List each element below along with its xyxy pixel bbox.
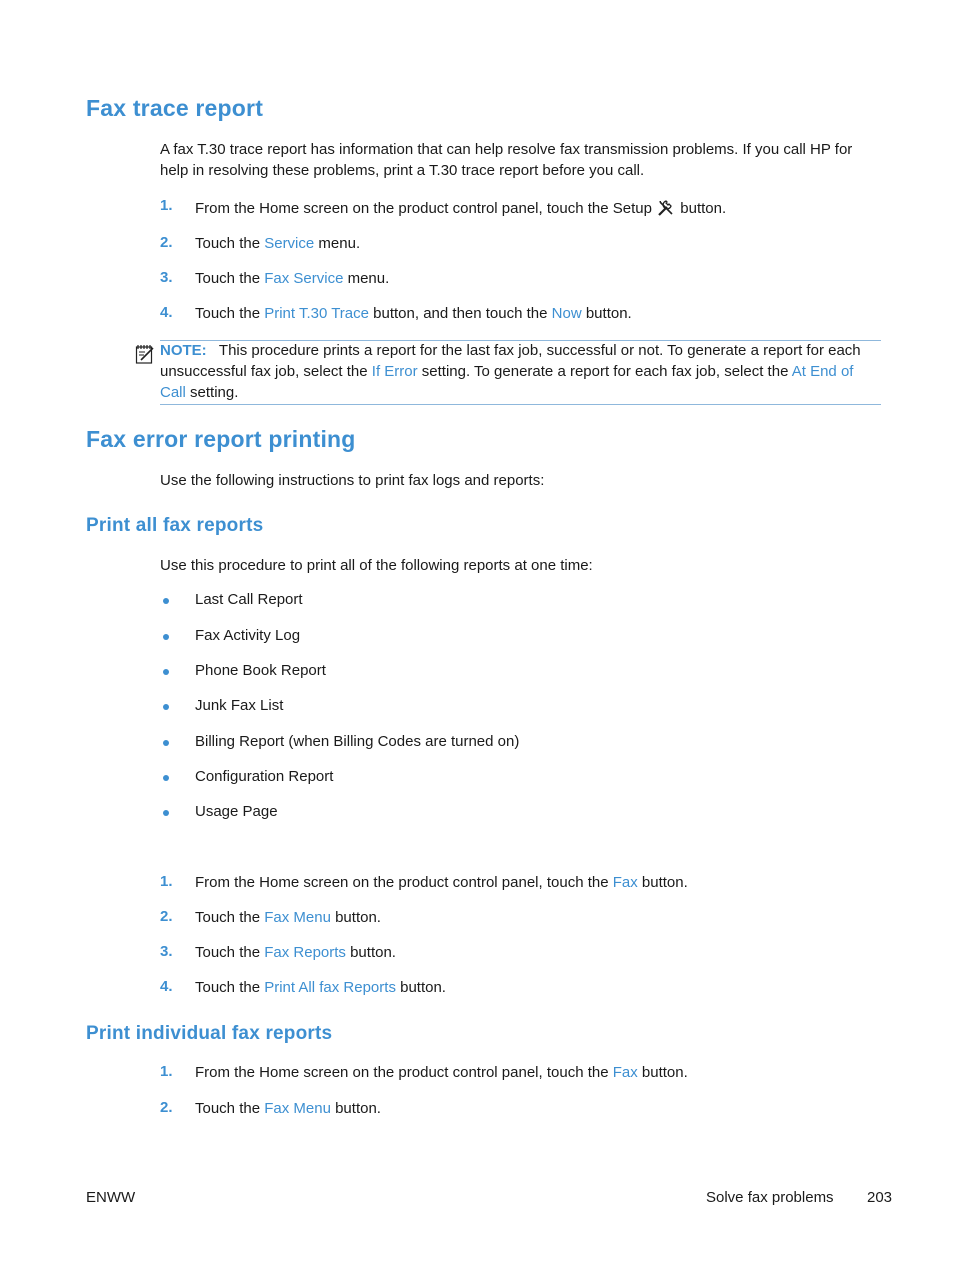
step-pre: Touch the (195, 979, 265, 996)
fax-menu-link[interactable]: Fax Menu (264, 1100, 331, 1117)
heading-print-individual-fax-reports: Print individual fax reports (86, 1023, 333, 1044)
bullet (163, 810, 169, 816)
step-post: button. (637, 874, 688, 891)
step-text (195, 1100, 381, 1117)
step-post: button. (330, 1100, 381, 1117)
fax-error-intro: Use the following instructions to print fax logs and reports: (160, 472, 545, 489)
step-pre: Touch the (195, 909, 265, 926)
step-number: 4. (160, 978, 173, 995)
step-number: 2. (160, 234, 173, 251)
step-text (195, 1064, 688, 1081)
page-number: 203 (867, 1189, 893, 1206)
list-item: Last Call Report (195, 591, 303, 608)
list-item: Configuration Report (195, 768, 334, 785)
service-link[interactable]: Service (264, 235, 315, 252)
step-post: button. (330, 909, 381, 926)
if-error-link[interactable]: If Error (371, 363, 418, 380)
heading-print-all-fax-reports: Print all fax reports (86, 515, 264, 536)
note-text-2: setting. To generate a report for each fax job, select the (417, 363, 792, 380)
list-item: Usage Page (195, 803, 278, 820)
footer-left: ENWW (86, 1189, 136, 1206)
step-post: button. (581, 305, 632, 322)
bullet (163, 598, 169, 604)
step-number: 2. (160, 908, 173, 925)
list-item: Junk Fax List (195, 697, 284, 714)
step-pre: From the Home screen on the product control panel, touch the (195, 874, 613, 891)
step-text (195, 874, 688, 891)
print-t30-trace-link[interactable]: Print T.30 Trace (264, 305, 369, 322)
at-end-of-call-link[interactable]: At End of Call (160, 363, 854, 401)
bullet (163, 704, 169, 710)
step-pre: Touch the (195, 235, 265, 252)
step-number: 1. (160, 1063, 173, 1080)
footer-section-title: Solve fax problems (706, 1189, 834, 1206)
step-post: button. (637, 1064, 688, 1081)
bullet (163, 740, 169, 746)
step-text (195, 270, 389, 287)
step-pre: Touch the (195, 944, 265, 961)
step-pre: Touch the (195, 270, 265, 287)
fax-link[interactable]: Fax (612, 1064, 638, 1081)
print-all-fax-reports-link[interactable]: Print All fax Reports (264, 979, 396, 996)
step-text (195, 235, 360, 252)
step-text (195, 979, 446, 996)
step-number: 1. (160, 197, 173, 214)
step-text (195, 198, 726, 218)
step-text (195, 944, 396, 961)
note-label: NOTE: (160, 342, 207, 359)
step-post: button. (345, 944, 396, 961)
step-post: button. (680, 200, 727, 217)
list-item: Fax Activity Log (195, 627, 301, 644)
step-number: 3. (160, 943, 173, 960)
step-number: 1. (160, 873, 173, 890)
bullet (163, 634, 169, 640)
step-number: 4. (160, 304, 173, 321)
step-post: menu. (314, 235, 361, 252)
fax-link[interactable]: Fax (612, 874, 638, 891)
step-post: button. (395, 979, 446, 996)
step-text (195, 909, 381, 926)
note-pad-icon (135, 343, 155, 365)
setup-wrench-icon (656, 198, 676, 218)
step-pre: From the Home screen on the product control panel, touch the (195, 1064, 613, 1081)
step-number: 3. (160, 269, 173, 286)
heading-fax-trace-report: Fax trace report (86, 95, 264, 121)
now-link[interactable]: Now (551, 305, 582, 322)
fax-trace-intro: A fax T.30 trace report has information that can help resolve fax transmission problems. If you call HP for help in resolving these problems, print a T.30 trace report before you call. (160, 141, 853, 179)
fax-service-link[interactable]: Fax Service (264, 270, 344, 287)
step-pre: Touch the (195, 1100, 265, 1117)
print-all-intro: Use this procedure to print all of the following reports at one time: (160, 557, 593, 574)
heading-fax-error-report-printing: Fax error report printing (86, 426, 356, 452)
list-item: Billing Report (when Billing Codes are turned on) (195, 733, 520, 750)
fax-reports-link[interactable]: Fax Reports (264, 944, 346, 961)
bullet (163, 669, 169, 675)
note-text-1: This procedure prints a report for the last fax job, successful or not. To generate a report for each unsuccessful fax job, select the (160, 342, 861, 380)
note-bottom-rule (160, 404, 881, 405)
step-pre: From the Home screen on the product control panel, touch the Setup (195, 200, 652, 217)
step-number: 2. (160, 1099, 173, 1116)
fax-menu-link[interactable]: Fax Menu (264, 909, 331, 926)
list-item: Phone Book Report (195, 662, 326, 679)
bullet (163, 775, 169, 781)
step-pre: Touch the (195, 305, 265, 322)
step-post: menu. (343, 270, 390, 287)
note-text (160, 340, 878, 403)
note-text-3: setting. (185, 384, 239, 401)
step-text (195, 305, 632, 322)
step-mid: button, and then touch the (369, 305, 552, 322)
